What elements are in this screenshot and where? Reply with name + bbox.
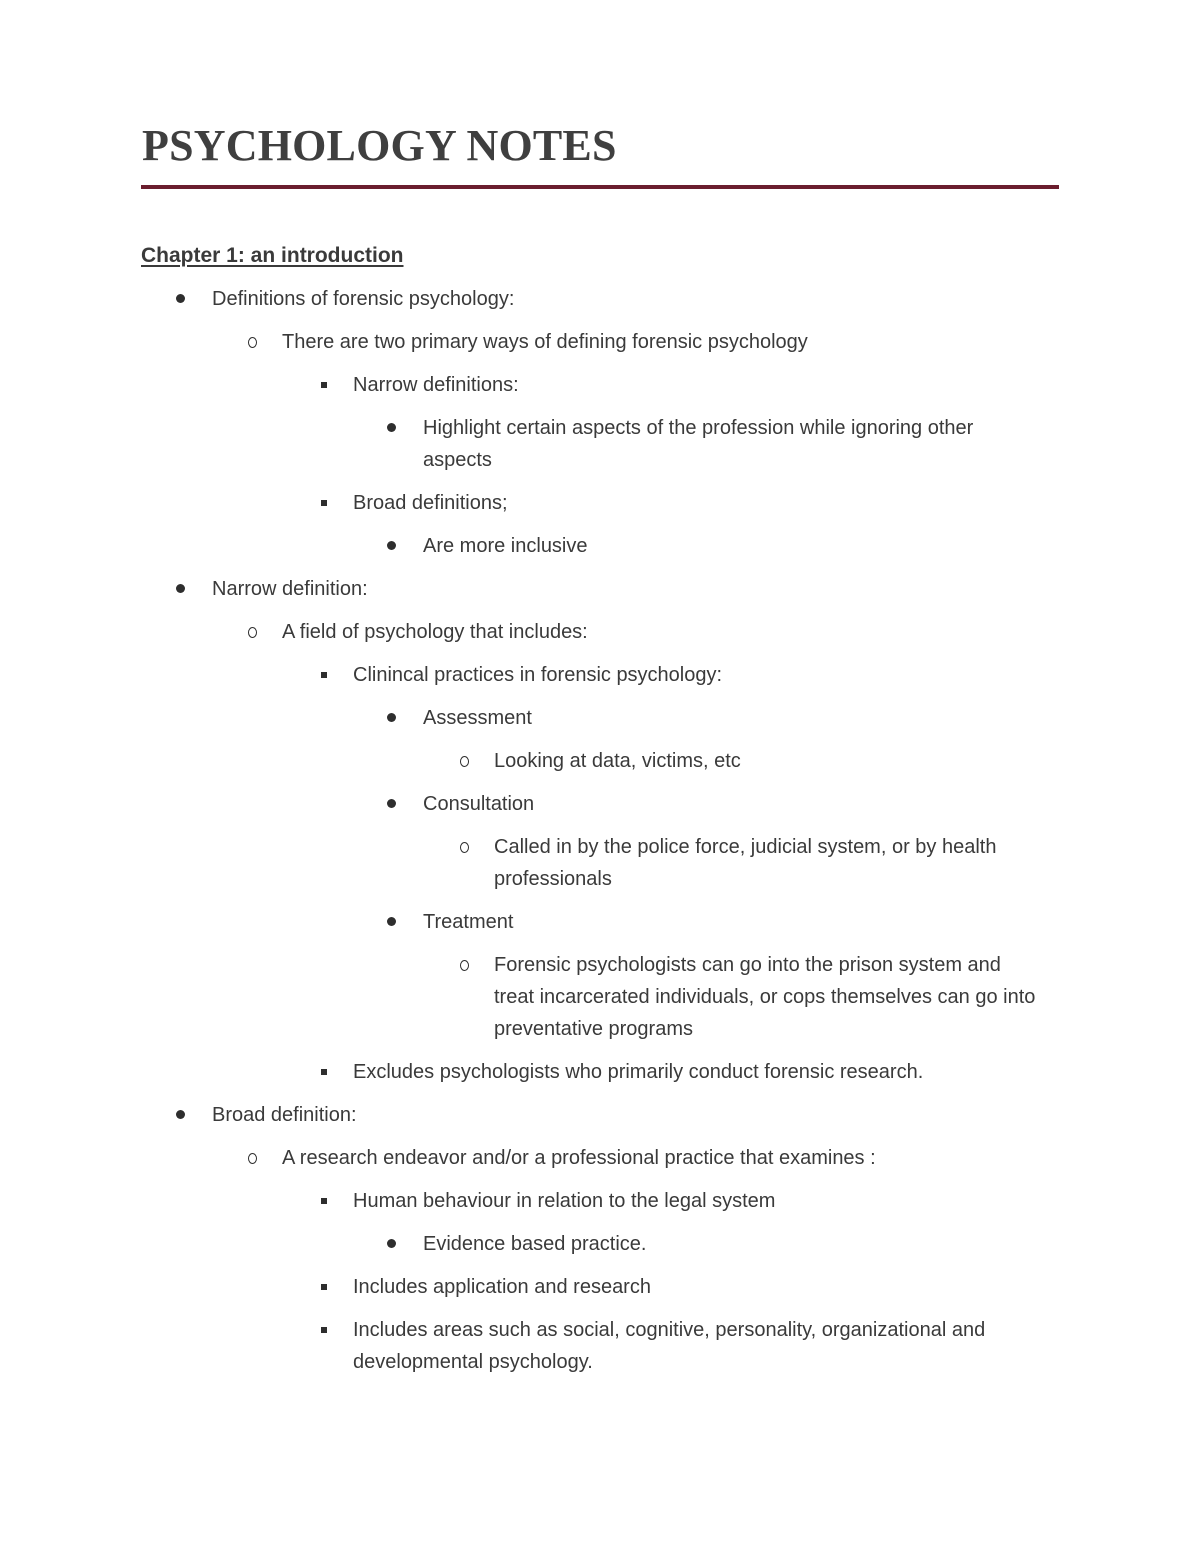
list-item-text: Forensic psychologists can go into the prison system and treat incarcerated individuals, or cops themselves can go into preventative programs	[494, 954, 1036, 1040]
list-item-text: Definitions of forensic psychology:	[212, 288, 515, 310]
bullet-circle-icon	[248, 337, 257, 348]
bullet-square-icon	[321, 500, 327, 506]
bullet-circle-icon	[460, 960, 469, 971]
list-item-text: Assessment	[423, 707, 532, 729]
bullet-circle-icon	[460, 842, 469, 853]
bullet-square-icon	[321, 672, 327, 678]
title-divider	[141, 185, 1059, 189]
list-item-text: Evidence based practice.	[423, 1233, 647, 1255]
bullet-circle-icon	[248, 1153, 257, 1164]
list-item-text: A research endeavor and/or a professional practice that examines :	[282, 1147, 876, 1169]
bullet-dot-icon	[176, 584, 185, 593]
list-item-text: Consultation	[423, 793, 535, 815]
bullet-circle-icon	[248, 627, 257, 638]
bullet-dot-icon	[387, 541, 396, 550]
bullet-dot-icon	[176, 294, 185, 303]
list-item-text: Human behaviour in relation to the legal system	[353, 1190, 776, 1212]
bullet-dot-icon	[387, 1239, 396, 1248]
chapter-heading: Chapter 1: an introduction	[141, 244, 404, 267]
bullet-square-icon	[321, 1327, 327, 1333]
bullet-dot-icon	[387, 713, 396, 722]
bullet-dot-icon	[387, 917, 396, 926]
bullet-circle-icon	[460, 756, 469, 767]
list-item-text: Broad definition:	[212, 1104, 357, 1126]
list-item-text: Broad definitions;	[353, 492, 508, 514]
document-title: PSYCHOLOGY NOTES	[142, 121, 617, 170]
list-item-text: Called in by the police force, judicial system, or by health professionals	[494, 836, 997, 890]
list-item-text: Looking at data, victims, etc	[494, 750, 741, 772]
list-item-text: Highlight certain aspects of the profession while ignoring other aspects	[423, 417, 974, 471]
list-item-text: Treatment	[423, 911, 514, 933]
list-item-text: Are more inclusive	[423, 535, 588, 557]
bullet-square-icon	[321, 382, 327, 388]
bullet-square-icon	[321, 1069, 327, 1075]
bullet-square-icon	[321, 1198, 327, 1204]
list-item-text: A field of psychology that includes:	[282, 621, 588, 643]
list-item-text: Clinincal practices in forensic psychology:	[353, 664, 723, 686]
list-item-text: Includes application and research	[353, 1276, 651, 1298]
bullet-dot-icon	[387, 423, 396, 432]
bullet-dot-icon	[176, 1110, 185, 1119]
list-item-text: There are two primary ways of defining forensic psychology	[282, 331, 808, 353]
list-item-text: Narrow definition:	[212, 578, 368, 600]
bullet-dot-icon	[387, 799, 396, 808]
list-item-text: Includes areas such as social, cognitive, personality, organizational and developmental psychology.	[353, 1319, 986, 1373]
bullet-square-icon	[321, 1284, 327, 1290]
list-item-text: Excludes psychologists who primarily conduct forensic research.	[353, 1061, 924, 1083]
list-item-text: Narrow definitions:	[353, 374, 519, 396]
